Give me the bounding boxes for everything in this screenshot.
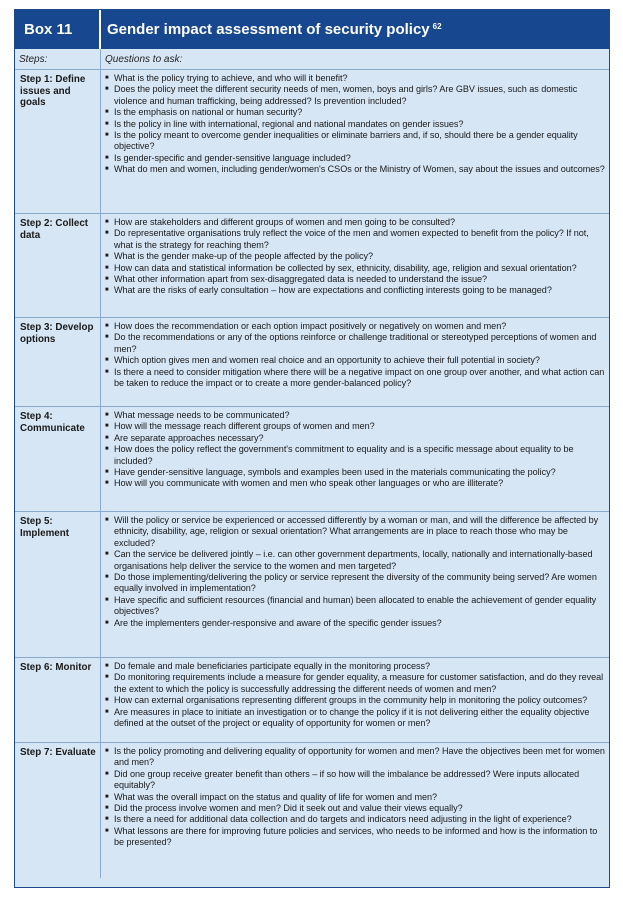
question-item [105,285,605,296]
question-text: Have gender-sensitive language, symbols and examples been used in the materials communicating the policy? [114,467,556,478]
question-text: Is there a need to consider mitigation where there will be a negative impact on one group over another, and what action can be taken to reduce the impact or to create a more gender-balanced policy? [114,366,605,389]
question-text: What was the overall impact on the status and quality of life for women and men? [114,791,438,802]
steps-table [15,70,609,878]
questions-list [101,318,609,406]
footnote-ref: 62 [432,22,442,31]
question-text: Is there a need for additional data collection and do targets and indicators need adjusting in the light of experience? [114,814,572,825]
question-item [105,661,605,672]
question-text: Do monitoring requirements include a measure for gender equality, a measure for customer satisfaction, and do they reveal the extent to which the policy is successfully addressing the different needs of women and men? [114,672,604,694]
question-item [105,263,605,274]
square-bullet-icon: ■ [105,86,109,93]
question-item [105,251,605,262]
question-text: Which option gives men and women real choice and an opportunity to achieve their full potential in society? [114,355,540,366]
question-text: Does the policy meet the different security needs of men, women, boys and girls? Are GBV issues, such as domestic violence and human trafficking, being addressed? Is prevention included? [114,84,578,106]
square-bullet-icon: ■ [105,596,109,603]
question-text: What lessons are there for improving future policies and services, who needs to be informed and how is the information to be presented? [114,825,598,848]
square-bullet-icon: ■ [105,264,109,271]
questions-list [101,407,609,511]
step-row [15,743,609,878]
question-text: Do those implementing/delivering the policy or service represent the diversity of the community being served? Are women equally involved in implementation? [114,572,597,594]
question-item [105,515,605,549]
square-bullet-icon: ■ [105,334,109,341]
question-text: Do the recommendations or any of the options reinforce or challenge traditional or stereotyped perceptions of women and men? [114,332,597,354]
step-row [15,407,609,512]
questions-list [101,743,609,878]
question-item [105,274,605,285]
question-text: Did one group receive greater benefit than others – if so how will the imbalance be addressed? Were inputs allocated equitably? [114,768,580,791]
square-bullet-icon: ■ [105,551,109,558]
question-item [105,153,605,164]
question-item [105,355,605,366]
question-item [105,695,605,706]
question-item [105,164,605,175]
square-bullet-icon: ■ [105,368,109,375]
step-label: Step 3: Develop options [15,318,101,406]
question-item [105,421,605,432]
question-item [105,572,605,595]
questions-list [101,70,609,213]
question-item [105,410,605,421]
square-bullet-icon: ■ [105,574,109,581]
question-item [105,618,605,629]
question-text: Is the emphasis on national or human security? [114,107,303,118]
square-bullet-icon: ■ [105,423,109,430]
question-item [105,332,605,355]
question-item [105,130,605,153]
square-bullet-icon: ■ [105,805,109,812]
step-row [15,658,609,743]
square-bullet-icon: ■ [105,663,109,669]
square-bullet-icon: ■ [105,230,109,237]
question-text: What other information apart from sex-disaggregated data is needed to understand the issue? [114,274,488,285]
question-item [105,107,605,118]
question-text: Can the service be delivered jointly – i.e. can other government departments, locally, nationally and internationally-based organisations help deliver the service to the women and men targeted? [114,549,593,571]
square-bullet-icon: ■ [105,770,109,777]
square-bullet-icon: ■ [105,469,109,476]
square-bullet-icon: ■ [105,109,109,116]
question-item [105,826,605,849]
square-bullet-icon: ■ [105,446,109,453]
box-header [15,10,609,49]
step-label: Step 7: Evaluate [15,743,101,878]
step-label: Step 4: Communicate [15,407,101,511]
question-text: Are separate approaches necessary? [114,432,264,443]
question-text: Have specific and sufficient resources (financial and human) been allocated to enable the achievement of gender equality objectives? [114,594,597,617]
square-bullet-icon: ■ [105,697,109,704]
question-item [105,792,605,803]
step-row [15,70,609,214]
question-text: How can external organisations representing different groups in the community help in monitoring the policy outcomes? [114,695,588,706]
questions-list [101,214,609,317]
question-text: Did the process involve women and men? Did it seek out and value their views equally? [114,803,463,814]
square-bullet-icon: ■ [105,166,109,173]
question-item [105,433,605,444]
question-text: How will you communicate with women and men who speak other languages or who are illiterate? [114,478,504,489]
square-bullet-icon: ■ [105,517,109,523]
question-text: Are measures in place to initiate an investigation or to change the policy if it is not delivering either the equality objective defined at the outset of the project or equality of opportunity for women or men? [114,706,590,729]
step-label: Step 6: Monitor [15,658,101,742]
questions-list [101,512,609,657]
square-bullet-icon: ■ [105,253,109,260]
square-bullet-icon: ■ [105,276,109,283]
square-bullet-icon: ■ [105,412,109,418]
question-text: How does the recommendation or each option impact positively or negatively on women and men? [114,321,507,331]
square-bullet-icon: ■ [105,748,109,754]
question-text: What is the gender make-up of the people affected by the policy? [114,251,374,262]
question-item [105,217,605,228]
question-text: What do men and women, including gender/women's CSOs or the Ministry of Women, say about the issues and outcomes? [114,164,605,175]
question-text: What message needs to be communicated? [114,410,290,420]
gender-impact-box [14,9,610,888]
question-item [105,746,605,769]
square-bullet-icon: ■ [105,708,109,715]
square-bullet-icon: ■ [105,132,109,139]
step-row [15,318,609,407]
question-text: How will the message reach different groups of women and men? [114,421,375,432]
step-row [15,512,609,658]
question-text: How does the policy reflect the government's commitment to equality and is a specific message about equality to be included? [114,444,574,466]
step-label: Step 5: Implement [15,512,101,657]
square-bullet-icon: ■ [105,434,109,441]
question-text: Are the implementers gender-responsive and aware of the specific gender issues? [114,617,442,628]
step-row [15,214,609,318]
question-item [105,814,605,825]
square-bullet-icon: ■ [105,287,109,294]
question-item [105,444,605,467]
question-item [105,769,605,792]
square-bullet-icon: ■ [105,793,109,800]
question-item [105,478,605,489]
square-bullet-icon: ■ [105,357,109,364]
step-label: Step 2: Collect data [15,214,101,317]
question-item [105,803,605,814]
square-bullet-icon: ■ [105,75,109,81]
question-item [105,595,605,618]
question-item [105,84,605,107]
question-text: How are stakeholders and different groups of women and men going to be consulted? [114,217,456,227]
question-text: Do female and male beneficiaries participate equally in the monitoring process? [114,661,431,671]
question-text: Is gender-specific and gender-sensitive language included? [114,152,351,163]
question-item [105,672,605,695]
question-text: How can data and statistical information be collected by sex, ethnicity, disability, age, religion and sexual orientation? [114,262,577,273]
square-bullet-icon: ■ [105,480,109,487]
question-item [105,321,605,332]
question-item [105,228,605,251]
question-item [105,467,605,478]
question-text: What is the policy trying to achieve, and who will it benefit? [114,73,348,83]
box-number: Box 11 [15,10,101,49]
questions-list [101,658,609,742]
question-text: Do representative organisations truly reflect the voice of the men and women expected to benefit from the policy? If not, what is the strategy for reaching them? [114,228,589,250]
question-text: Is the policy promoting and delivering equality of opportunity for women and men? Have the objectives been met for women and men? [114,746,605,768]
column-headers [15,49,609,70]
square-bullet-icon: ■ [105,816,109,823]
question-text: Is the policy meant to overcome gender inequalities or eliminate barriers and, if so, should there be a gender equality objective? [114,130,578,152]
square-bullet-icon: ■ [105,674,109,681]
question-item [105,549,605,572]
box-title: Gender impact assessment of security policy [107,21,430,38]
step-label: Step 1: Define issues and goals [15,70,101,213]
question-text: Will the policy or service be experienced or accessed differently by a woman or man, and will the difference be affected by ethnicity, disability, age, religion or sexual orientation? What arrangements are in place to reach those who may be excluded? [114,515,599,548]
square-bullet-icon: ■ [105,323,109,329]
question-item [105,367,605,390]
square-bullet-icon: ■ [105,827,109,834]
question-text: Is the policy in line with international, regional and national mandates on gender issues? [114,118,464,129]
questions-column-header: Questions to ask: [105,53,183,65]
question-text: What are the risks of early consultation – how are expectations and conflicting interests going to be managed? [114,285,552,296]
square-bullet-icon: ■ [105,120,109,127]
question-item [105,73,605,84]
steps-column-header: Steps: [15,49,101,69]
question-item [105,707,605,730]
question-item [105,119,605,130]
box-title-wrap [101,10,609,49]
square-bullet-icon: ■ [105,219,109,225]
square-bullet-icon: ■ [105,154,109,161]
square-bullet-icon: ■ [105,619,109,626]
